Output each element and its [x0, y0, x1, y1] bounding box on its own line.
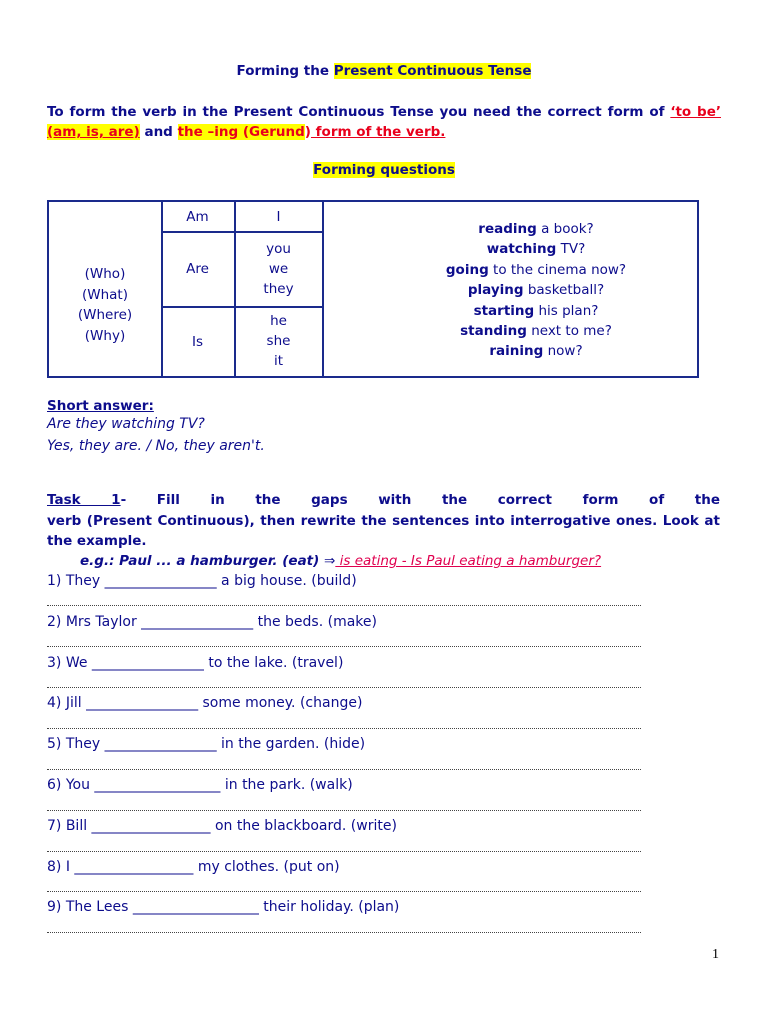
example-line [80, 553, 601, 569]
exercise-item: 6) You __________________ in the park. (walk) [47, 777, 353, 793]
table-divider [161, 306, 323, 308]
to-be-text: ‘to be’ [670, 104, 721, 120]
are-cell: Are [186, 261, 209, 277]
example-answer: is eating - Is Paul eating a hamburger? [335, 553, 602, 569]
exercise-item: 3) We ________________ to the lake. (travel) [47, 655, 344, 671]
answer-line [47, 646, 641, 647]
form-of-verb-text: form of the verb. [310, 124, 446, 140]
verb-phrase: watching TV? [486, 241, 586, 258]
task-instruction-line-3: the example. [47, 533, 147, 549]
forming-questions-heading: Forming questions [313, 162, 455, 178]
intro-text: To form the verb in the Present Continuous Tense you need the correct form of [47, 104, 671, 120]
verb-phrase: reading a book? [478, 221, 594, 237]
ing-gerund-text: the –ing (Gerund [177, 124, 305, 140]
answer-line [47, 932, 641, 933]
wh-word: (What) [81, 286, 128, 303]
pronoun: it [273, 353, 284, 369]
wh-words-cell [49, 264, 161, 346]
pronoun: they [263, 281, 294, 297]
title-highlight: Present Continuous Tense [333, 63, 532, 79]
title-prefix: Forming the [236, 63, 334, 79]
question-table [47, 200, 699, 378]
exercise-item: 2) Mrs Taylor ________________ the beds. (make) [47, 614, 377, 630]
exercise-item: 5) They ________________ in the garden. (hide) [47, 736, 366, 752]
answer-line [47, 728, 641, 729]
page-title [0, 63, 768, 79]
task-instruction-line-2: verb (Present Continuous), then rewrite the sentences into interrogative ones. Look at [47, 513, 720, 529]
intro-line-2 [47, 124, 721, 140]
pronoun: he [270, 313, 287, 329]
pronoun: she [266, 333, 291, 349]
verb-phrases-cell [371, 219, 701, 362]
exercise-item: 1) They ________________ a big house. (build) [47, 573, 357, 589]
answer-line [47, 605, 641, 606]
and-text: and [139, 124, 178, 140]
task-label: Task 1 [47, 492, 121, 508]
ing-gerund-close: ) [304, 124, 311, 140]
wh-word: (Who) [84, 266, 126, 282]
page-number: 1 [712, 947, 719, 962]
pronoun: you [266, 241, 291, 257]
is-cell: Is [191, 334, 203, 350]
answer-line [47, 810, 641, 811]
pronoun: we [268, 261, 289, 277]
wh-word: (Why) [84, 327, 126, 344]
exercise-item: 4) Jill ________________ some money. (change) [47, 695, 363, 711]
verb-phrase: starting his plan? [473, 302, 599, 319]
answer-line [47, 891, 641, 892]
short-answer-answer: Yes, they are. / No, they aren't. [47, 438, 265, 454]
table-divider [161, 231, 323, 233]
am-is-are-text: (am, is, are) [47, 124, 140, 140]
task-instruction-line-1 [47, 492, 720, 508]
answer-line [47, 769, 641, 770]
am-cell: Am [186, 209, 209, 225]
example-question: e.g.: Paul ... a hamburger. (eat) [80, 553, 325, 569]
short-answer-question: Are they watching TV? [47, 416, 205, 432]
verb-phrase: going to the cinema now? [445, 261, 627, 278]
arrow-icon: ⇒ [324, 553, 336, 569]
are-pronouns-cell [235, 239, 322, 299]
verb-phrase: playing basketball? [467, 282, 605, 299]
table-divider [322, 202, 324, 376]
intro-line-1 [47, 104, 721, 120]
verb-phrase: standing next to me? [460, 323, 612, 340]
exercise-item: 8) I _________________ my clothes. (put on) [47, 859, 340, 875]
exercise-item: 7) Bill _________________ on the blackboard. (write) [47, 818, 397, 834]
answer-line [47, 687, 641, 688]
verb-phrase: raining now? [489, 343, 583, 360]
answer-line [47, 851, 641, 852]
short-answer-label: Short answer: [47, 398, 154, 414]
pronoun-i-cell: I [276, 209, 281, 225]
is-pronouns-cell [235, 311, 322, 371]
wh-word: (Where) [77, 307, 133, 323]
task-instruction: - Fill in the gaps with the correct form of the [120, 492, 721, 508]
exercise-item: 9) The Lees __________________ their holiday. (plan) [47, 899, 400, 915]
